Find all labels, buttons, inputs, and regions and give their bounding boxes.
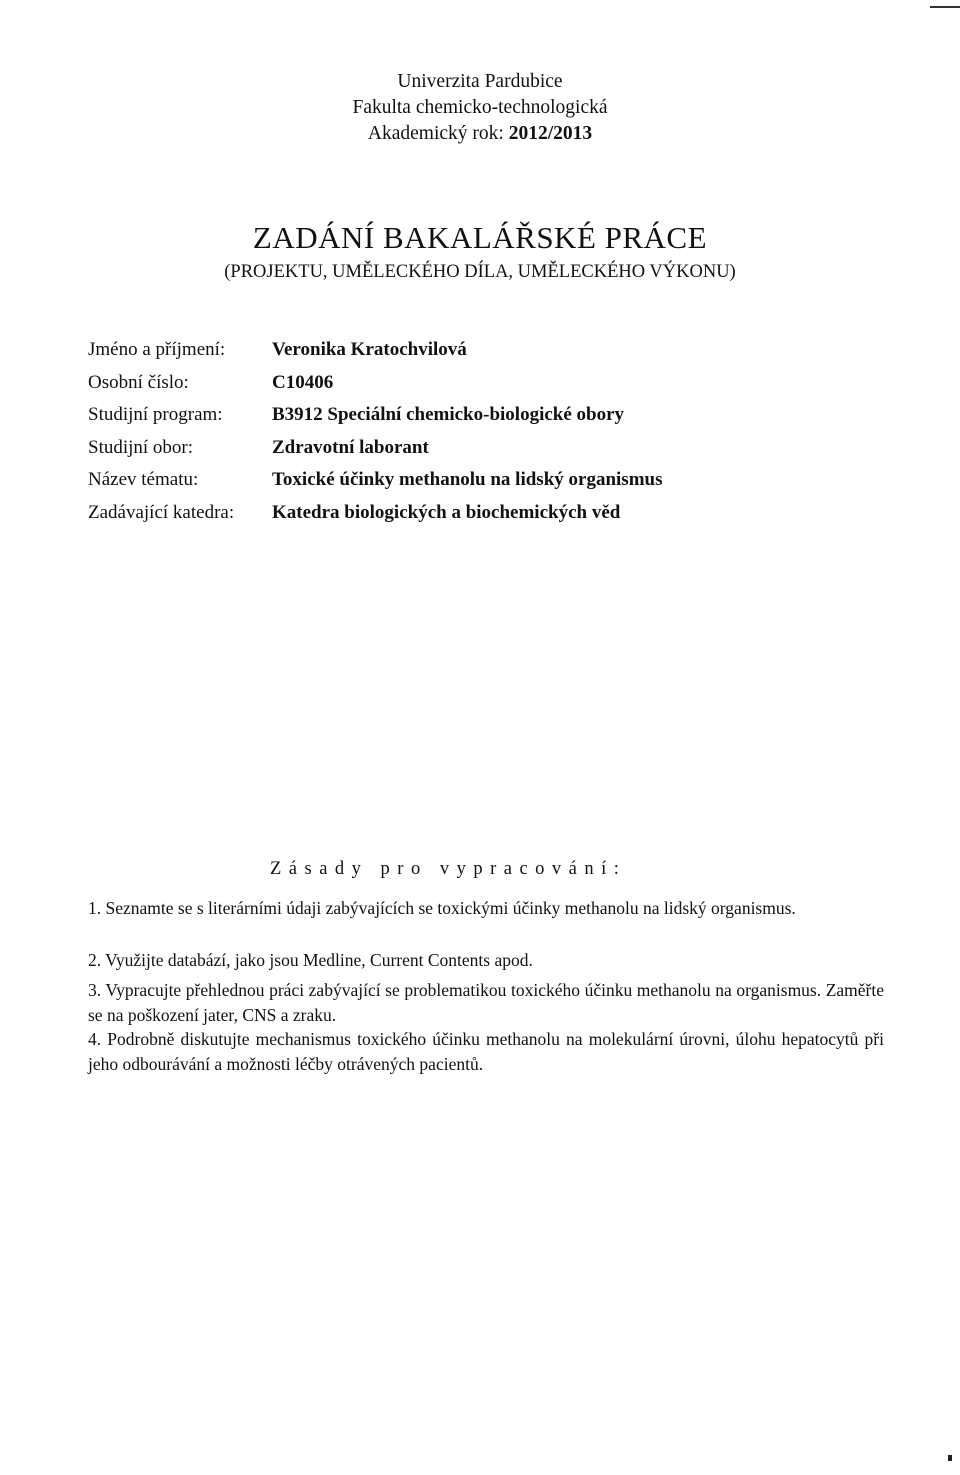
info-value: B3912 Speciální chemicko-biologické obory — [272, 404, 625, 426]
faculty-name: Fakulta chemicko-technologická — [352, 97, 608, 118]
info-value: C10406 — [272, 371, 334, 393]
info-value: Toxické účinky methanolu na lidský organismus — [272, 469, 663, 491]
university-name: Univerzita Pardubice — [397, 71, 563, 92]
info-label: Studijní program: — [88, 404, 223, 426]
info-label: Studijní obor: — [88, 436, 194, 458]
info-label: Jméno a příjmení: — [88, 339, 226, 360]
info-label: Zadávající katedra: — [88, 501, 235, 523]
principle-item: 1. Seznamte se s literárními údaji zabývajících se toxickými účinky methanolu na lidský organismus. — [88, 898, 796, 918]
principles-heading: Zásady pro vypracování: — [270, 859, 627, 879]
info-value: Zdravotní laborant — [272, 436, 429, 458]
scan-edge-mark — [930, 6, 960, 8]
academic-year-value: 2012/2013 — [508, 123, 593, 144]
scan-speck — [948, 1455, 952, 1461]
document-title: ZADÁNÍ BAKALÁŘSKÉ PRÁCE — [252, 220, 708, 255]
info-label: Osobní číslo: — [88, 371, 189, 393]
info-value: Veronika Kratochvilová — [272, 339, 467, 360]
principle-item: 3. Vypracujte přehlednou práci zabývající se problematikou toxického účinku methanolu na organismus. Zaměřte se na poškození jater, CNS a zraku. — [88, 980, 884, 1025]
info-label: Název tématu: — [88, 469, 199, 491]
principle-item: 4. Podrobně diskutujte mechanismus toxického účinku methanolu na molekulární úrovni, úlohu hepatocytů při jeho odbourávání a možnosti léčby otrávených pacientů. — [88, 1029, 884, 1074]
academic-year-line — [0, 121, 960, 147]
principle-item: 2. Využijte databází, jako jsou Medline, Current Contents apod. — [88, 950, 533, 970]
academic-year-label: Akademický rok: — [367, 123, 504, 144]
document-subtitle: (PROJEKTU, UMĚLECKÉHO DÍLA, UMĚLECKÉHO VÝKONU) — [224, 262, 736, 282]
info-value: Katedra biologických a biochemických věd — [272, 501, 621, 523]
